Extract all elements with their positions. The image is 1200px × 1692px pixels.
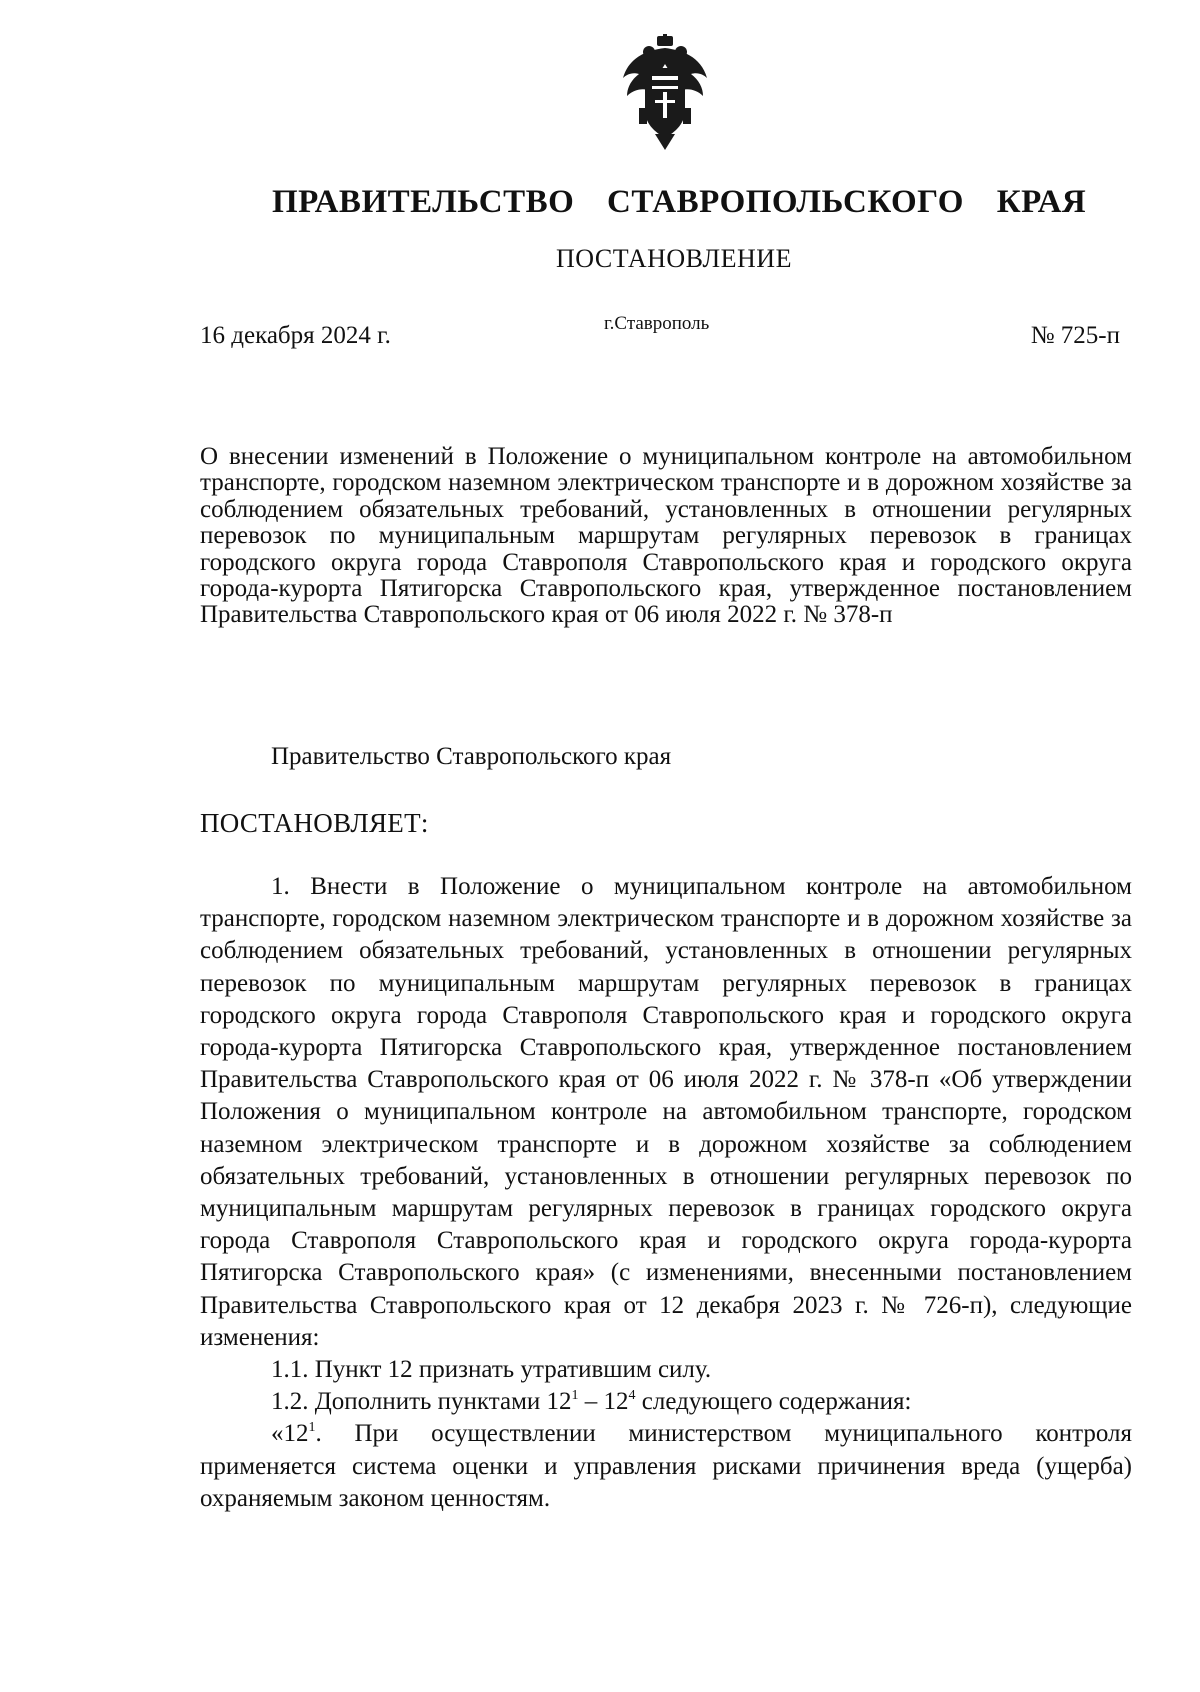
preamble-government-name: Правительство Ставропольского края	[271, 743, 672, 770]
document-date: 16 декабря 2024 г.	[200, 322, 391, 349]
document-number: № 725-п	[1030, 322, 1120, 349]
coat-of-arms-emblem	[619, 34, 711, 152]
item-1-2-middle: – 12	[578, 1388, 629, 1416]
paragraph-item-12-1	[200, 1418, 1132, 1515]
item-1-2-sup-a: 1	[571, 1388, 579, 1404]
item-12-1-sup: 1	[308, 1420, 316, 1436]
item-1-2-sup-b: 4	[628, 1388, 636, 1404]
item-1-2-prefix: 1.2. Дополнить пунктами 12	[271, 1388, 572, 1416]
paragraph-item-1-2	[200, 1386, 1132, 1418]
document-type: ПОСТАНОВЛЕНИЕ	[556, 244, 792, 273]
item-12-1-prefix: «12	[271, 1420, 309, 1448]
document-subject: О внесении изменений в Положение о муниципальном контроле на автомобильном транспорте, городском наземном электрическом транспорте и в дорожном хозяйстве за соблюдением обязательных требований, установленных в отношении регулярных перевозок по муниципальным маршрутам регулярных перевозок в границах городского округа города Ставрополя Ставропольского края и городского округа города-курорта Пятигорска Ставропольского края, утвержденное постановлением Правительства Ставропольского края от 06 июля 2022 г. № 378-п	[200, 443, 1132, 629]
paragraph-item-1-1: 1.1. Пункт 12 признать утратившим силу.	[271, 1356, 712, 1384]
government-title: ПРАВИТЕЛЬСТВО СТАВРОПОЛЬСКОГО КРАЯ	[272, 184, 1087, 220]
document-city: г.Ставрополь	[604, 313, 710, 334]
preamble-resolves: ПОСТАНОВЛЯЕТ:	[200, 808, 429, 838]
document-body	[200, 871, 1132, 1515]
item-12-1-text: . При осуществлении министерством муниципального контроля применяется система оценки и управления рисками причинения вреда (ущерба) охраняемым законом ценностям.	[200, 1420, 1132, 1512]
item-1-2-suffix: следующего содержания:	[635, 1388, 912, 1416]
paragraph-item-1: 1. Внести в Положение о муниципальном контроле на автомобильном транспорте, городском наземном электрическом транспорте и в дорожном хозяйстве за соблюдением обязательных требований, установленных в отношении регулярных перевозок по муниципальным маршрутам регулярных перевозок в границах городского округа города Ставрополя Ставропольского края и городского округа города-курорта Пятигорска Ставропольского края, утвержденное постановлением Правительства Ставропольского края от 06 июля 2022 г. № 378-п «Об утверждении Положения о муниципальном контроле на автомобильном транспорте, городском наземном электрическом транспорте и в дорожном хозяйстве за соблюдением обязательных требований, установленных в отношении регулярных перевозок по муниципальным маршрутам регулярных перевозок в границах городского округа города Ставрополя Ставропольского края и городского округа города-курорта Пятигорска Ставропольского края» (с изменениями, внесенными постановлением Правительства Ставропольского края от 12 декабря 2023 г. № 726-п), следующие изменения:	[200, 873, 1132, 1351]
